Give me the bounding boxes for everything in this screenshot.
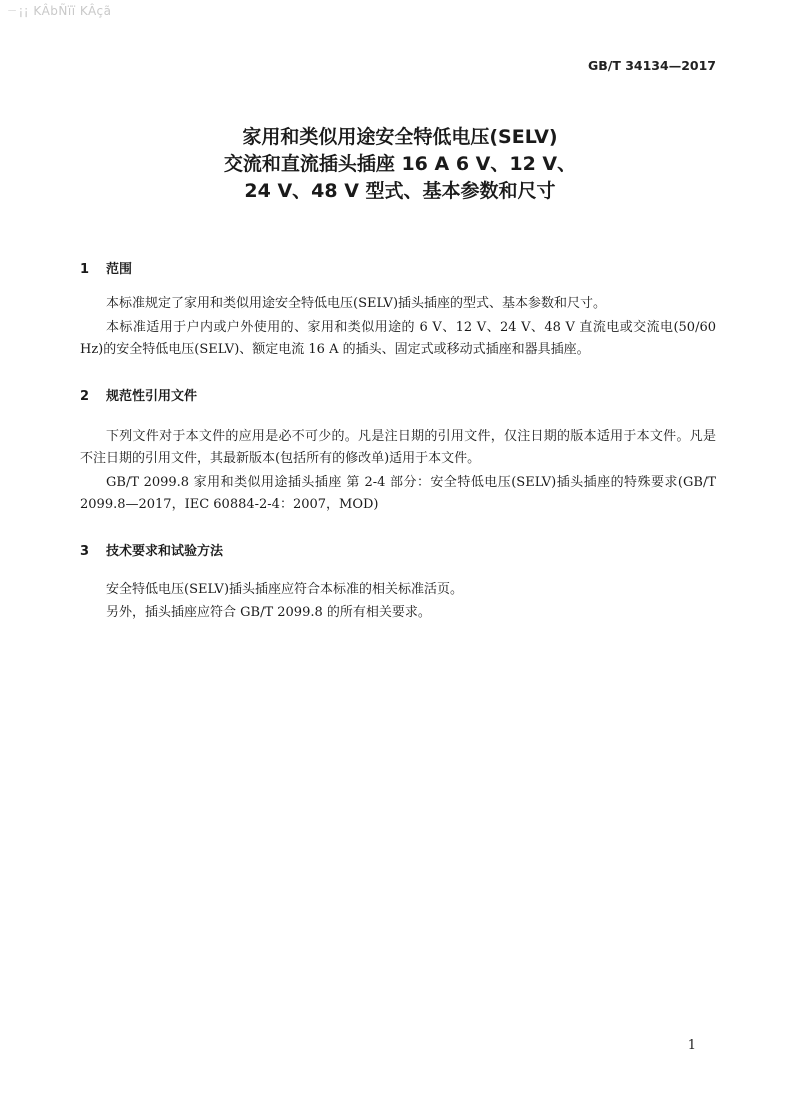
document-title bbox=[110, 124, 690, 205]
section-heading-normative-references bbox=[80, 385, 197, 404]
requirements-paragraph-2: 另外，插头插座应符合 GB/T 2099.8 的所有相关要求。 bbox=[106, 605, 431, 620]
title-line-1: 家用和类似用途安全特低电压(SELV) bbox=[242, 126, 558, 148]
scan-watermark: ㄧ¡¡ KÂbÑïï KÂçã bbox=[6, 4, 112, 18]
section-heading-technical-requirements bbox=[80, 540, 223, 559]
page-number: 1 bbox=[687, 1038, 696, 1053]
section-number: 2 bbox=[80, 389, 90, 404]
references-paragraph-1: 下列文件对于本文件的应用是必不可少的。凡是注日期的引用文件，仅注日期的版本适用于本文件。凡是不注日期的引用文件，其最新版本(包括所有的修改单)适用于本文件。 bbox=[80, 429, 716, 466]
section-title: 技术要求和试验方法 bbox=[106, 544, 224, 559]
title-line-2: 交流和直流插头插座 16 A 6 V、12 V、 bbox=[223, 153, 577, 175]
requirements-paragraph-1: 安全特低电压(SELV)插头插座应符合本标准的相关标准活页。 bbox=[106, 582, 464, 597]
section-title: 范围 bbox=[106, 262, 133, 277]
section-number: 3 bbox=[80, 544, 90, 559]
section-number: 1 bbox=[80, 262, 90, 277]
standard-number: GB/T 34134—2017 bbox=[587, 58, 716, 73]
scope-paragraph-2: 本标准适用于户内或户外使用的、家用和类似用途的 6 V、12 V、24 V、48 V 直流电或交流电(50/60 Hz)的安全特低电压(SELV)、额定电流 16 A 的插头、固定式或移动式插座和器具插座。 bbox=[80, 320, 716, 357]
references-paragraph-2: GB/T 2099.8 家用和类似用途插头插座 第 2-4 部分：安全特低电压(SELV)插头插座的特殊要求(GB/T 2099.8—2017，IEC 60884-2-4：2007，MOD) bbox=[80, 475, 716, 512]
title-line-3: 24 V、48 V 型式、基本参数和尺寸 bbox=[244, 180, 556, 202]
section-title: 规范性引用文件 bbox=[106, 389, 198, 404]
scope-paragraph-1: 本标准规定了家用和类似用途安全特低电压(SELV)插头插座的型式、基本参数和尺寸。 bbox=[106, 296, 607, 311]
section-heading-scope bbox=[80, 258, 132, 277]
